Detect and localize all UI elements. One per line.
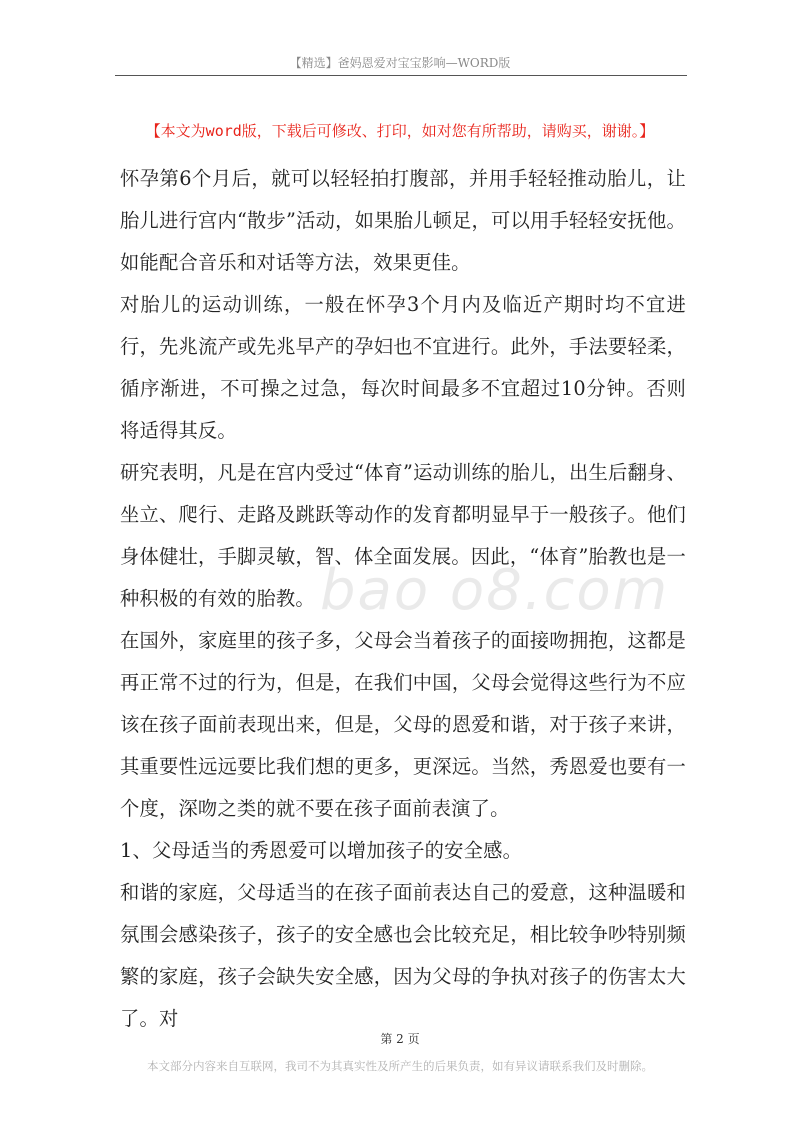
footer-disclaimer: 本文部分内容来自互联网，我司不为其真实性及所产生的后果负责，如有异议请联系我们及时删除。 <box>147 1059 653 1073</box>
section-heading-1: 1、父母适当的秀恩爱可以增加孩子的安全感。 <box>120 839 523 862</box>
page-header-title: 【精选】爸妈恩爱对宝宝影响—WORD版 <box>289 56 511 70</box>
document-body <box>120 158 686 1040</box>
paragraph-3: 研究表明，凡是在宫内受过“体育”运动训练的胎儿，出生后翻身、坐立、爬行、走路及跳跃等动作的发育都明显早于一般孩子。他们身体健壮，手脚灵敏，智、体全面发展。因此，“体育”胎教也是一种积极的有效的胎教。 <box>120 461 686 610</box>
watermark: bao o8.com <box>320 558 670 623</box>
paragraph-5: 和谐的家庭，父母适当的在孩子面前表达自己的爱意，这种温暖和氛围会感染孩子，孩子的安全感也会比较充足，相比较争吵特别频繁的家庭，孩子会缺失安全感，因为父母的争执对孩子的伤害太大了。对 <box>120 881 686 1030</box>
purchase-notice: 【本文为word版，下载后可修改、打印，如对您有所帮助，请购买，谢谢。】 <box>145 122 655 140</box>
page-number: 第 2 页 <box>380 1032 420 1046</box>
paragraph-4: 在国外，家庭里的孩子多，父母会当着孩子的面接吻拥抱，这都是再正常不过的行为，但是，在我们中国，父母会觉得这些行为不应该在孩子面前表现出来，但是，父母的恩爱和谐，对于孩子来讲，其重要性远远要比我们想的更多，更深远。当然，秀恩爱也要有一个度，深吻之类的就不要在孩子面前表演了。 <box>120 629 686 820</box>
paragraph-2: 对胎儿的运动训练，一般在怀孕3个月内及临近产期时均不宜进行，先兆流产或先兆早产的孕妇也不宜进行。此外，手法要轻柔，循序渐进，不可操之过急，每次时间最多不宜超过10分钟。否则将适得其反。 <box>120 293 686 442</box>
header-divider <box>115 75 687 76</box>
paragraph-1: 怀孕第6个月后，就可以轻轻拍打腹部，并用手轻轻推动胎儿，让胎儿进行宫内“散步”活动，如果胎儿顿足，可以用手轻轻安抚他。如能配合音乐和对话等方法，效果更佳。 <box>120 167 686 274</box>
